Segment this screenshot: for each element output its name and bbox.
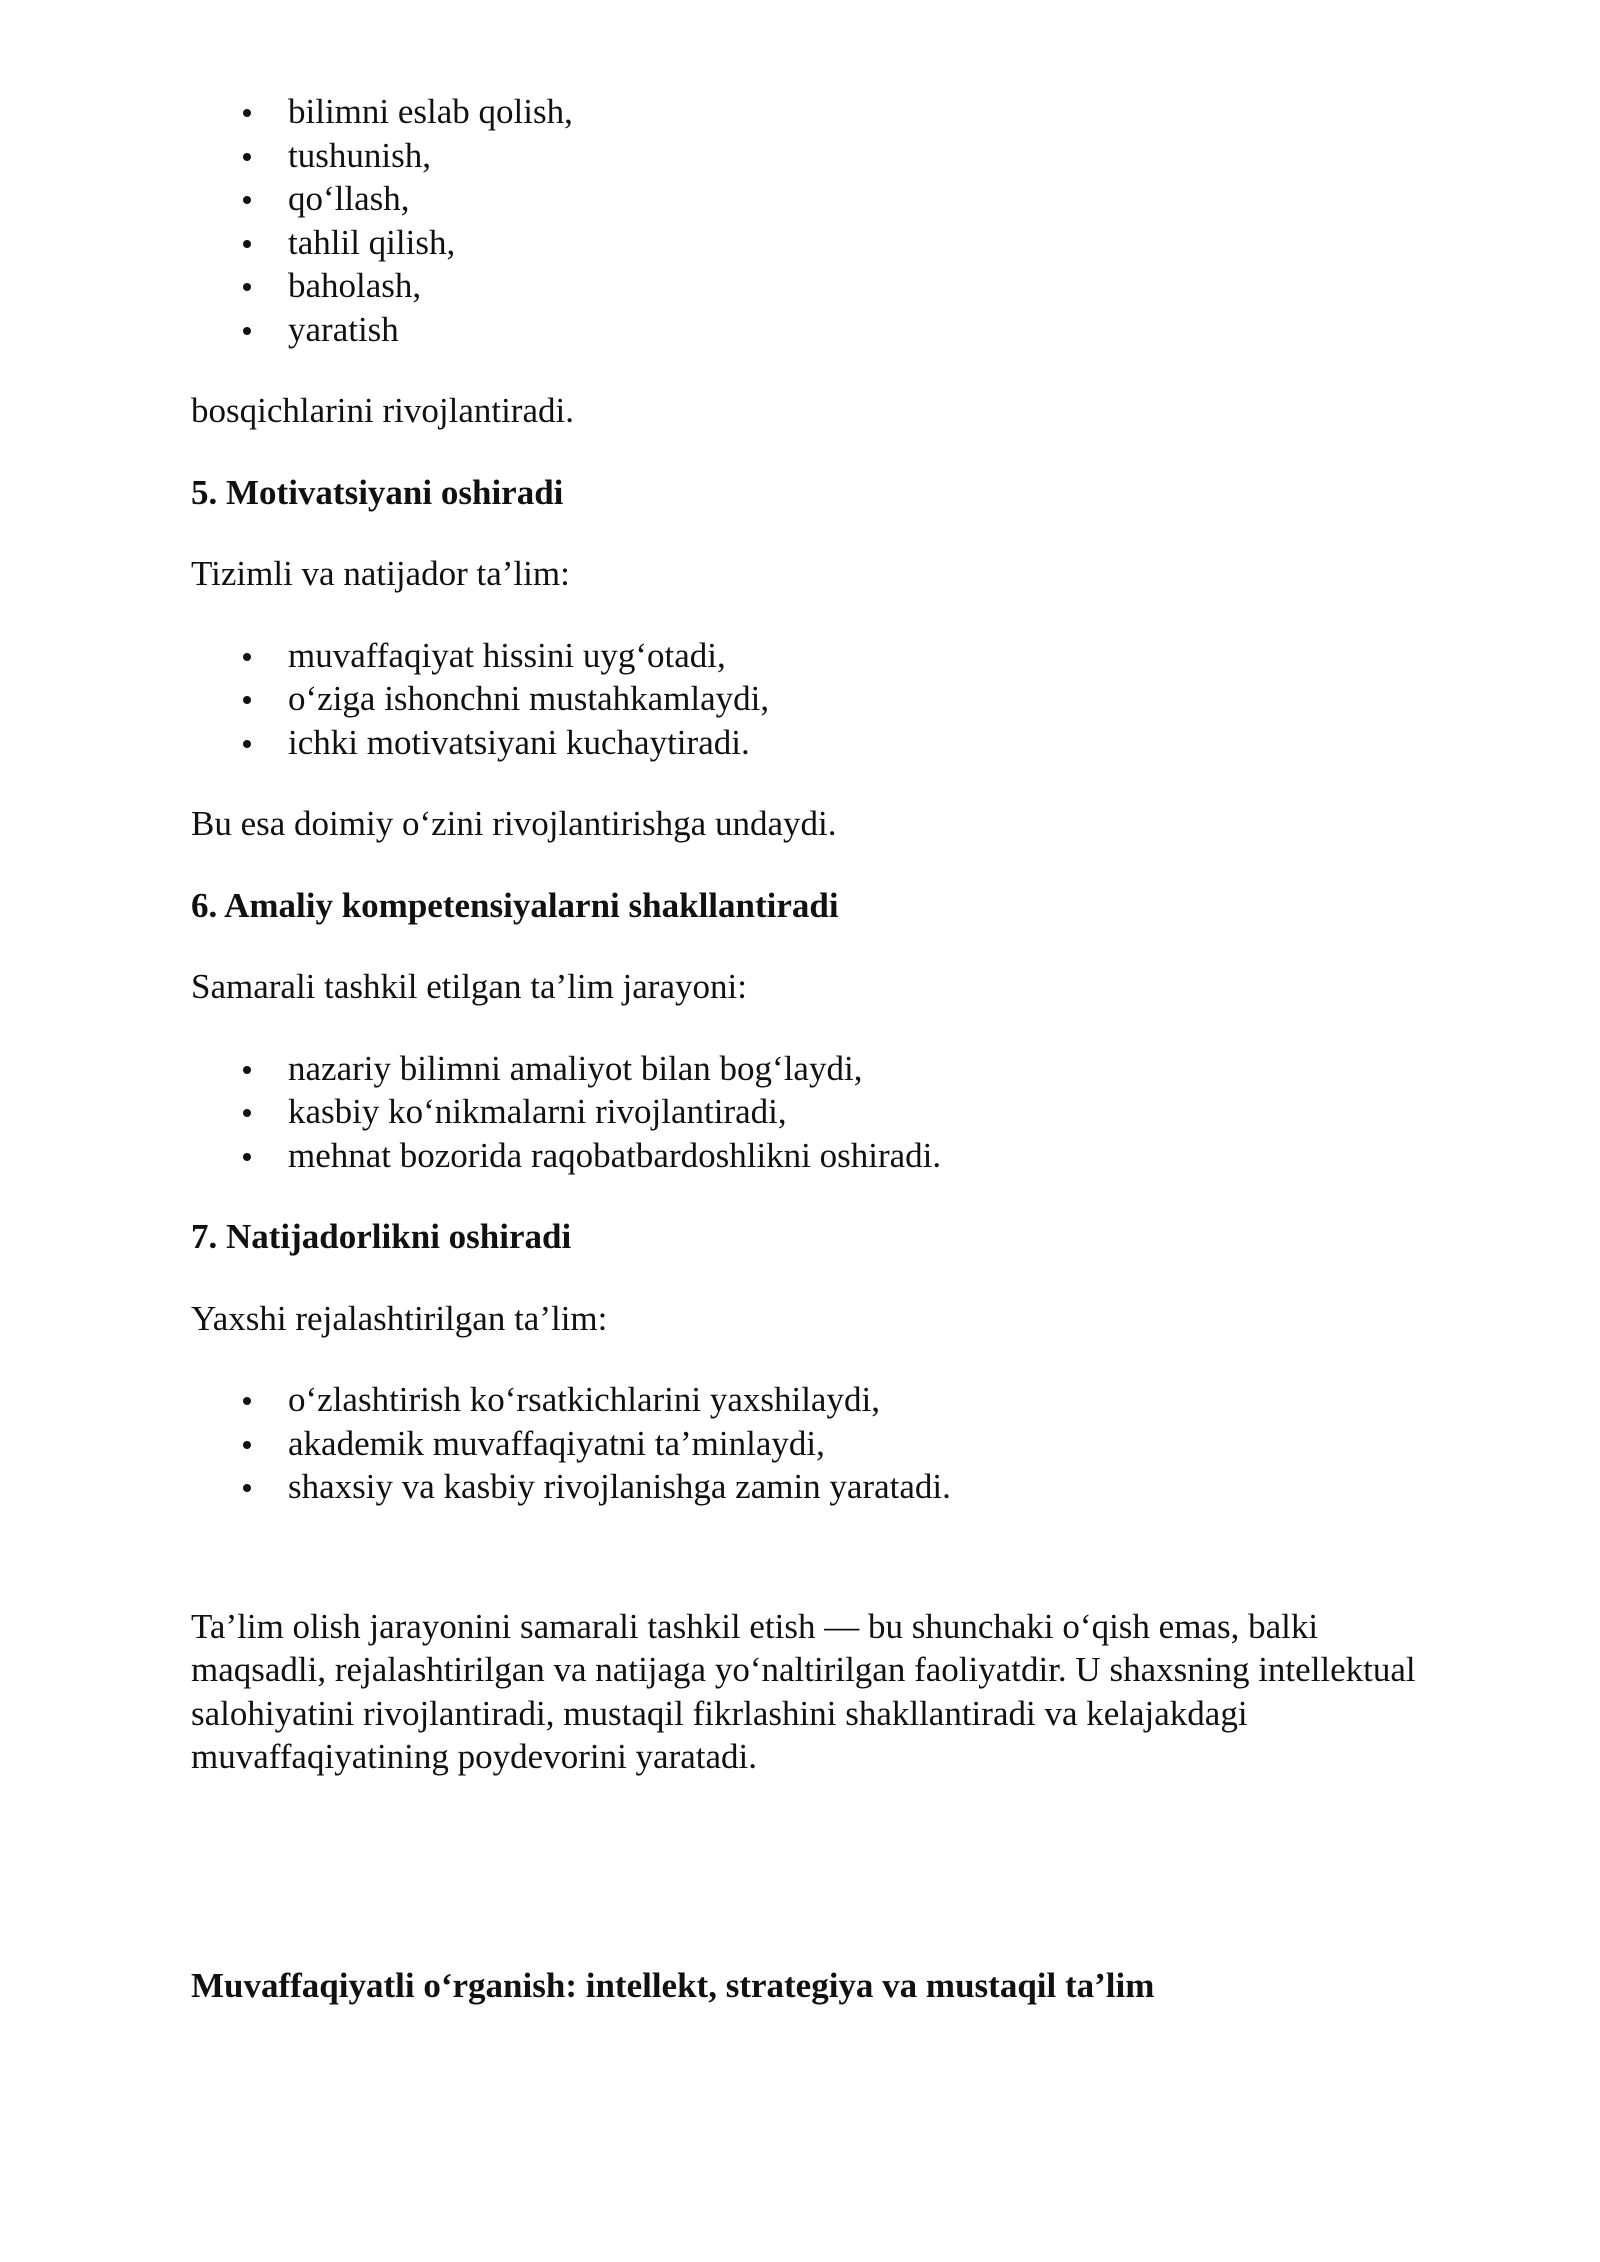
list-item: qo‘llash, (288, 177, 1531, 221)
list-item: bilimni eslab qolish, (288, 90, 1531, 134)
section-bullet-list-5 (191, 634, 1531, 765)
list-item: mehnat bozorida raqobatbardoshlikni oshiradi. (288, 1134, 1531, 1178)
section-tail-5: Bu esa doimiy o‘zini rivojlantirishga undaydi. (191, 804, 837, 843)
section-heading-5: 5. Motivatsiyani oshiradi (191, 472, 564, 512)
list-item: yaratish (288, 308, 1531, 352)
intro-bullet-list (191, 90, 1531, 351)
final-heading: Muvaffaqiyatli o‘rganish: intellekt, strategiya va mustaqil ta’lim (191, 1965, 1155, 2005)
list-item: baholash, (288, 264, 1531, 308)
list-item: o‘zlashtirish ko‘rsatkichlarini yaxshilaydi, (288, 1378, 1531, 1422)
list-item: akademik muvaffaqiyatni ta’minlaydi, (288, 1422, 1531, 1466)
closing-line: muvaffaqiyatining poydevorini yaratadi. (191, 1737, 757, 1776)
section-lead-5: Tizimli va natijador ta’lim: (191, 554, 570, 593)
closing-line: salohiyatini rivojlantiradi, mustaqil fikrlashini shakllantiradi va kelajakdagi (191, 1693, 1248, 1733)
list-item: shaxsiy va kasbiy rivojlanishga zamin yaratadi. (288, 1465, 1531, 1509)
list-item: tahlil qilish, (288, 221, 1531, 265)
section-heading-7: 7. Natijadorlikni oshiradi (191, 1217, 572, 1256)
list-item: o‘ziga ishonchni mustahkamlaydi, (288, 677, 1531, 721)
section-heading-6: 6. Amaliy kompetensiyalarni shakllantiradi (191, 885, 839, 925)
section-lead-7: Yaxshi rejalashtirilgan ta’lim: (191, 1298, 608, 1338)
intro-tail-text: bosqichlarini rivojlantiradi. (191, 391, 574, 430)
closing-line: Ta’lim olish jarayonini samarali tashkil etish — bu shunchaki o‘qish emas, balki (191, 1606, 1319, 1646)
section-bullet-list-7 (191, 1378, 1531, 1509)
closing-paragraph (191, 1605, 1531, 1779)
closing-line: maqsadli, rejalashtirilgan va natijaga yo‘naltirilgan faoliyatdir. U shaxsning intellektual (191, 1650, 1416, 1689)
section-bullet-list-6 (191, 1047, 1531, 1178)
section-lead-6: Samarali tashkil etilgan ta’lim jarayoni: (191, 967, 747, 1006)
list-item: tushunish, (288, 134, 1531, 178)
list-item: kasbiy ko‘nikmalarni rivojlantiradi, (288, 1090, 1531, 1134)
list-item: ichki motivatsiyani kuchaytiradi. (288, 721, 1531, 765)
document-page (191, 90, 1531, 2007)
list-item: muvaffaqiyat hissini uyg‘otadi, (288, 634, 1531, 678)
list-item: nazariy bilimni amaliyot bilan bog‘laydi, (288, 1047, 1531, 1091)
